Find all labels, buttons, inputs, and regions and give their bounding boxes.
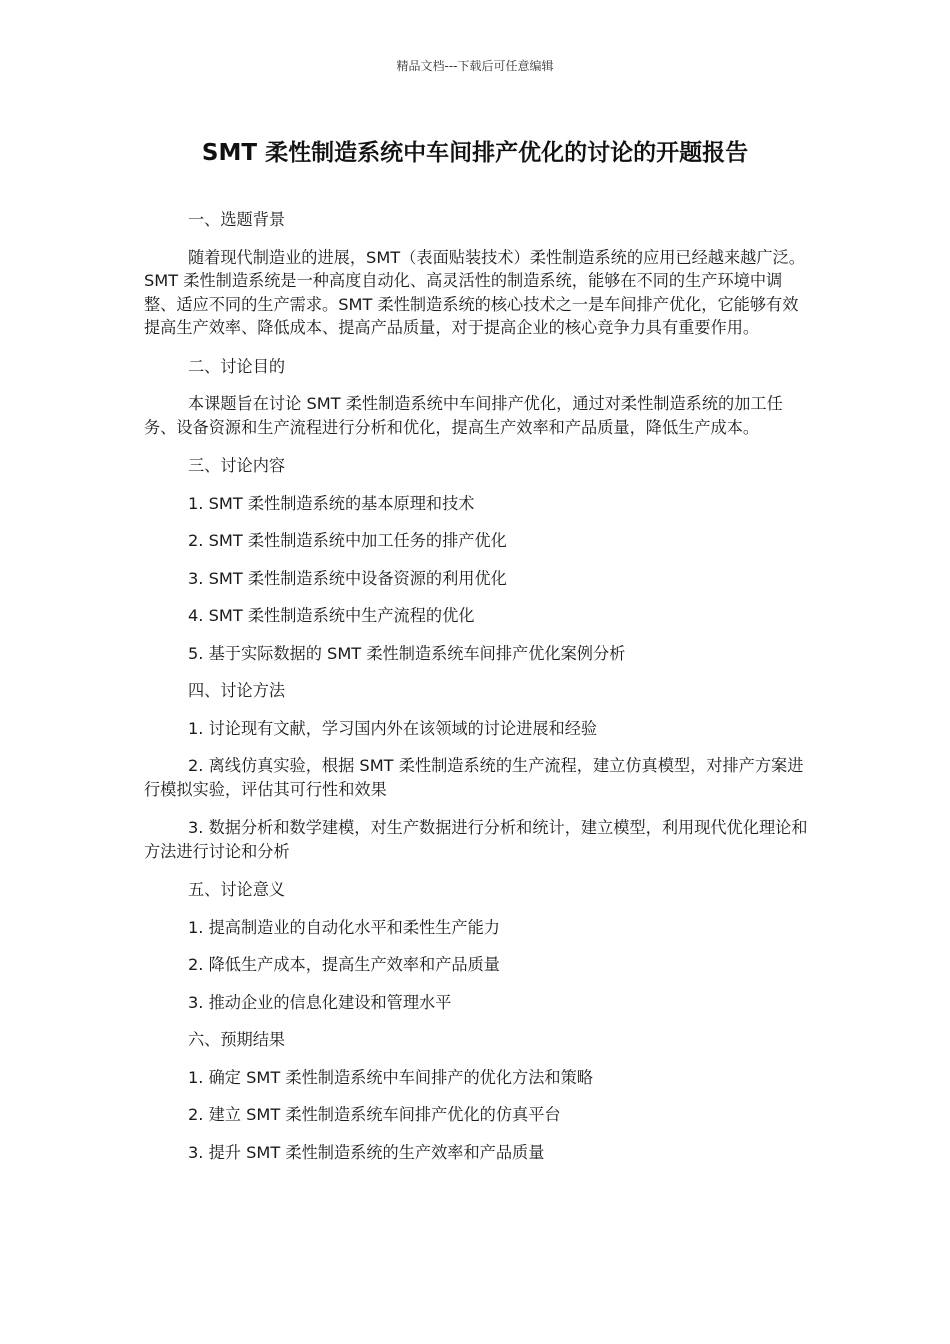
list-item: 1. 提高制造业的自动化水平和柔性生产能力 bbox=[188, 917, 500, 937]
list-item: 4. SMT 柔性制造系统中生产流程的优化 bbox=[188, 606, 475, 625]
section-heading-significance: 五、讨论意义 bbox=[188, 880, 286, 899]
paragraph-background: 随着现代制造业的进展，SMT（表面贴装技术）柔性制造系统的应用已经越来越广泛。SMT 柔性制造系统是一种高度自动化、高灵活性的制造系统，能够在不同的生产环境中调整、适应不同的生产需求。SMT 柔性制造系统的核心技术之一是车间排产优化，它能够有效提高生产效率、降低成本、提高产品质量，对于提高企业的核心竞争力具有重要作用。 bbox=[144, 247, 805, 337]
list-item: 3. 推动企业的信息化建设和管理水平 bbox=[188, 992, 452, 1012]
list-item: 3. SMT 柔性制造系统中设备资源的利用优化 bbox=[188, 568, 507, 588]
list-item: 2. 建立 SMT 柔性制造系统车间排产优化的仿真平台 bbox=[188, 1105, 561, 1124]
list-item: 1. 确定 SMT 柔性制造系统中车间排产的优化方法和策略 bbox=[188, 1067, 593, 1087]
list-item: 2. 离线仿真实验，根据 SMT 柔性制造系统的生产流程，建立仿真模型，对排产方案进行模拟实验，评估其可行性和效果 bbox=[144, 756, 804, 799]
section-heading-purpose: 二、讨论目的 bbox=[188, 356, 286, 376]
header-note: 精品文档---下载后可任意编辑 bbox=[396, 59, 554, 73]
section-heading-background: 一、选题背景 bbox=[188, 210, 286, 229]
document-title: SMT 柔性制造系统中车间排产优化的讨论的开题报告 bbox=[201, 140, 749, 166]
list-item: 2. 降低生产成本，提高生产效率和产品质量 bbox=[188, 955, 500, 974]
section-heading-content: 三、讨论内容 bbox=[188, 456, 286, 475]
section-heading-results: 六、预期结果 bbox=[188, 1030, 286, 1049]
paragraph-purpose: 本课题旨在讨论 SMT 柔性制造系统中车间排产优化，通过对柔性制造系统的加工任务、设备资源和生产流程进行分析和优化，提高生产效率和产品质量，降低生产成本。 bbox=[144, 394, 783, 437]
list-item: 3. 提升 SMT 柔性制造系统的生产效率和产品质量 bbox=[188, 1142, 545, 1162]
list-item: 2. SMT 柔性制造系统中加工任务的排产优化 bbox=[188, 531, 507, 550]
list-item: 5. 基于实际数据的 SMT 柔性制造系统车间排产优化案例分析 bbox=[188, 643, 626, 663]
section-heading-method: 四、讨论方法 bbox=[188, 681, 286, 700]
list-item: 1. 讨论现有文献，学习国内外在该领域的讨论进展和经验 bbox=[188, 718, 598, 738]
list-item: 3. 数据分析和数学建模，对生产数据进行分析和统计，建立模型，利用现代优化理论和方法进行讨论和分析 bbox=[144, 818, 808, 861]
document-body bbox=[144, 208, 808, 1178]
list-item: 1. SMT 柔性制造系统的基本原理和技术 bbox=[188, 493, 475, 513]
